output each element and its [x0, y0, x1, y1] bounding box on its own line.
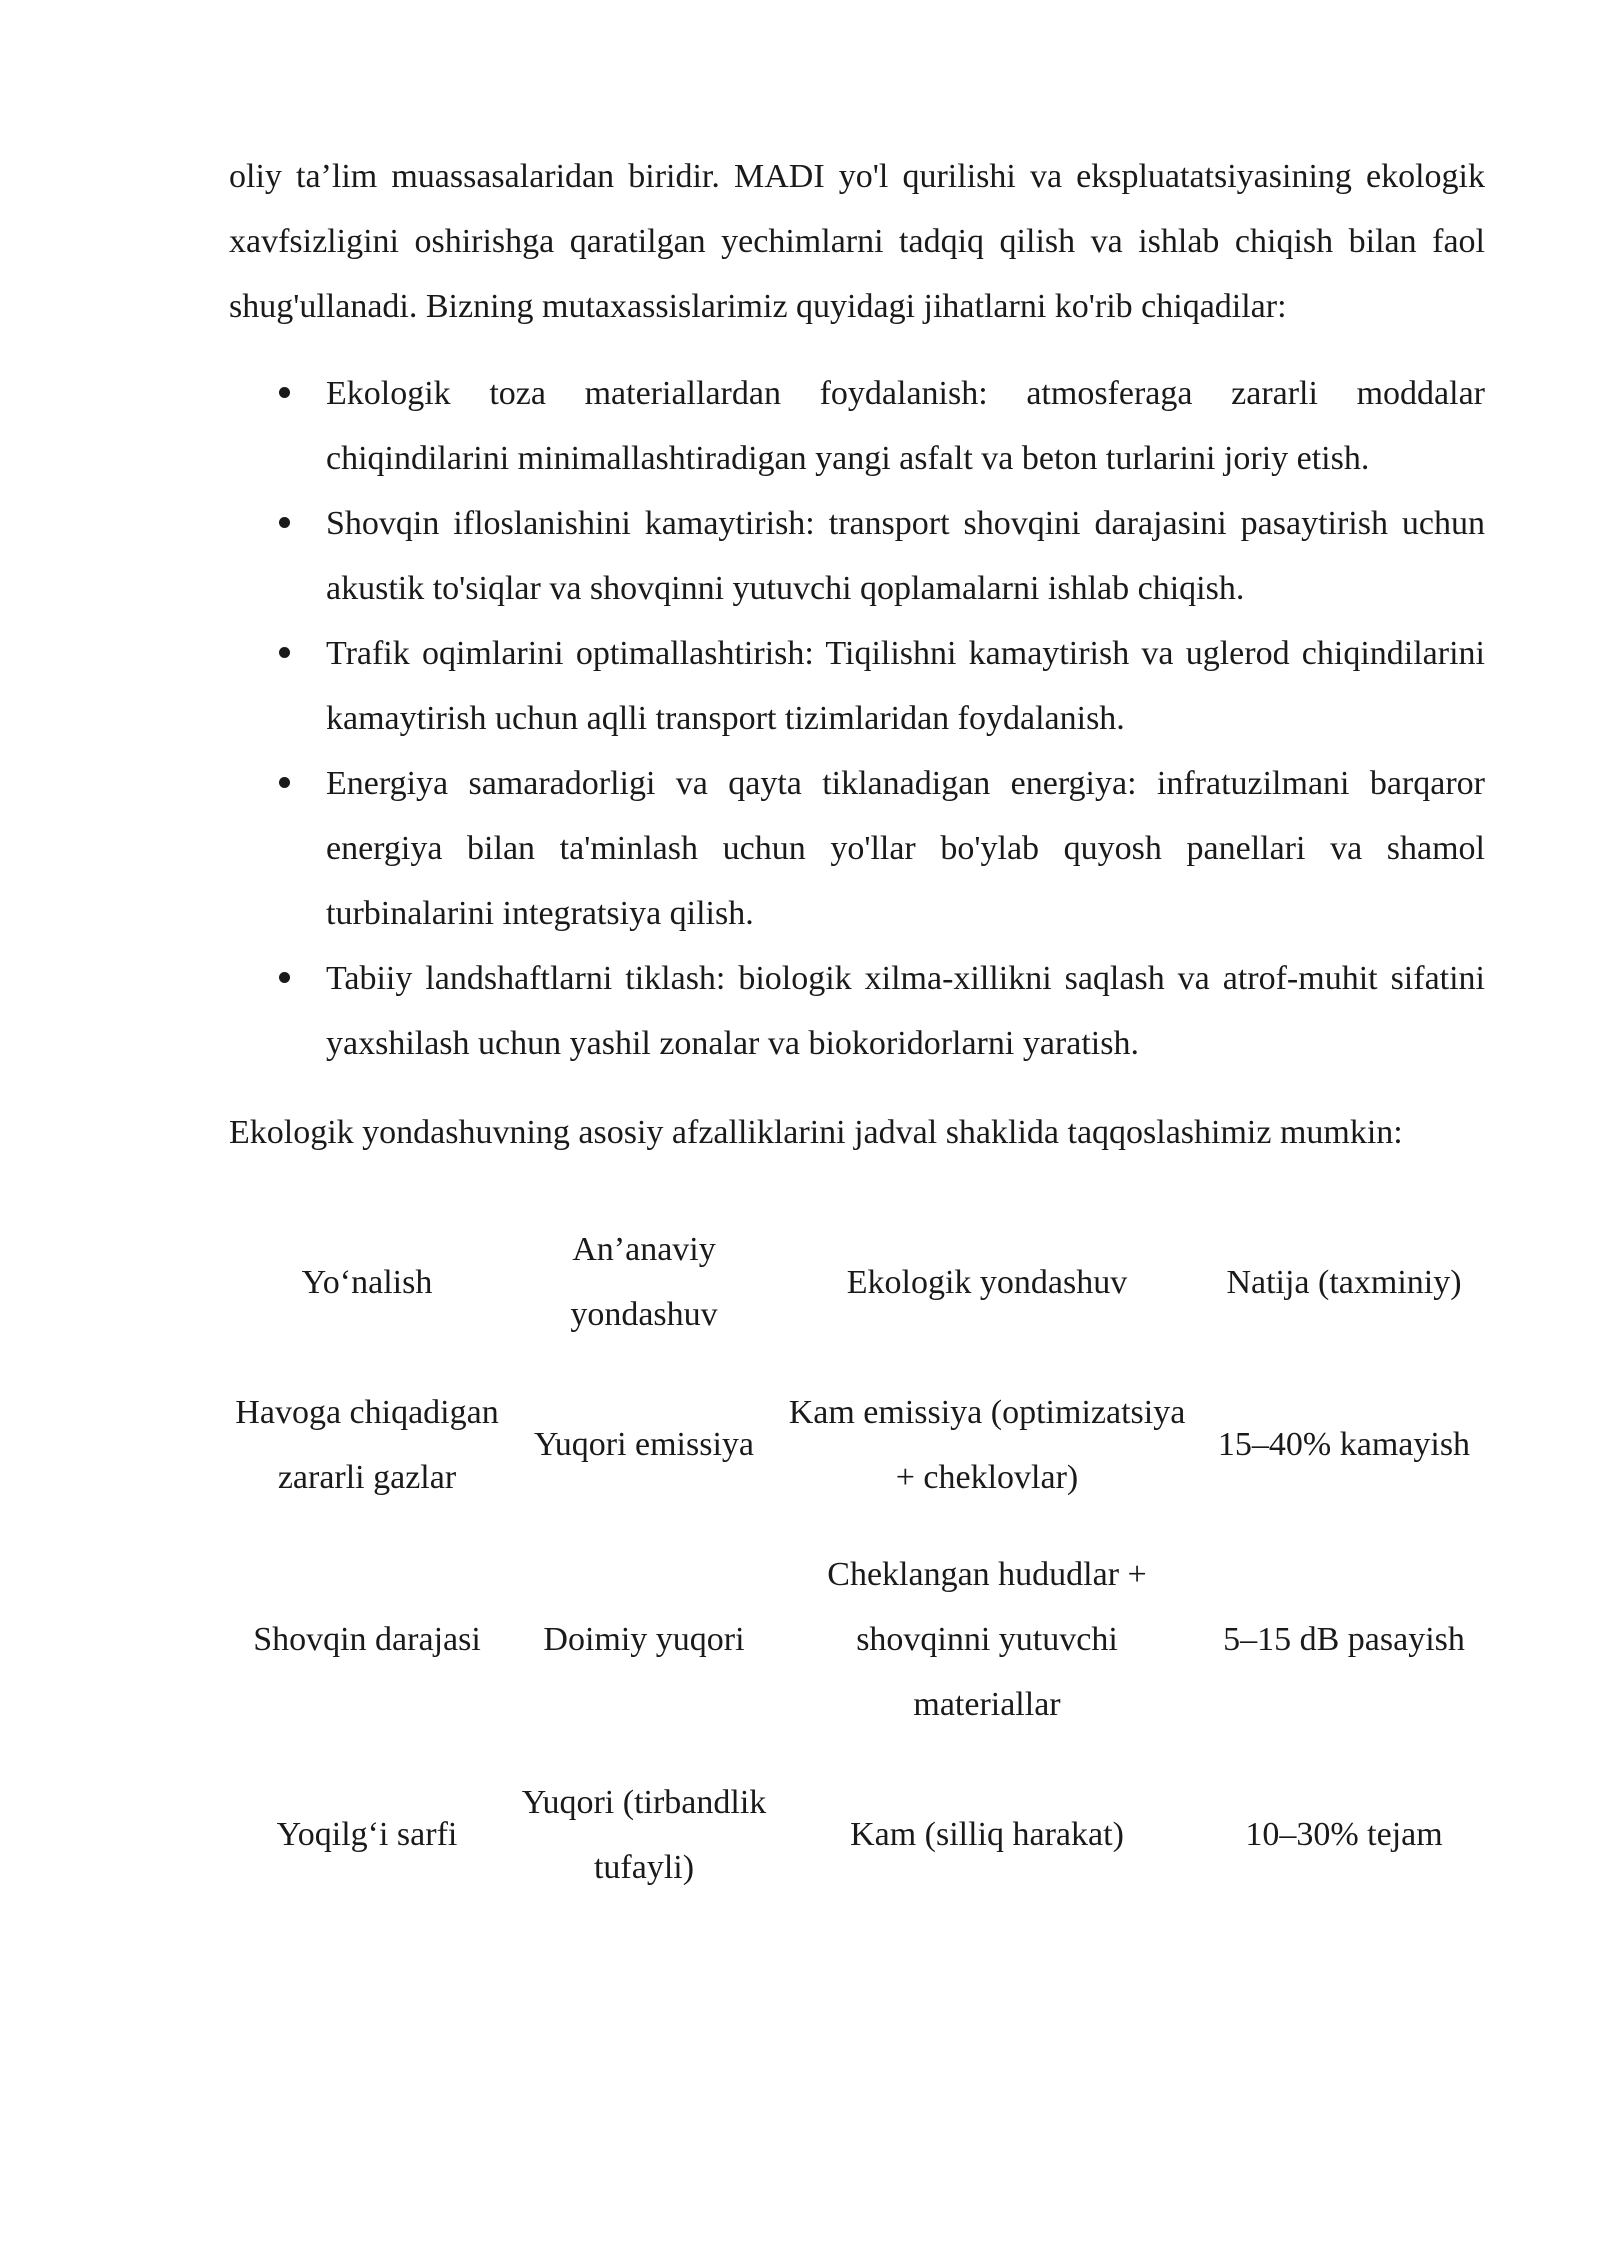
table-cell: Kam (silliq harakat)	[850, 1816, 1124, 1853]
table-row	[225, 1347, 1493, 1542]
table-intro-paragraph: Ekologik yondashuvning asosiy afzalliklarini jadval shaklida taqqoslashimiz mumkin:	[229, 1114, 1403, 1151]
bullet-icon	[279, 972, 290, 983]
table-header-cell: An’anaviy yondashuv	[570, 1231, 718, 1333]
table-header-cell: Natija (taxminiy)	[1226, 1263, 1462, 1301]
list-item	[229, 751, 1485, 946]
document-page	[229, 144, 1485, 1932]
list-item-text: Trafik oqimlarini optimallashtirish: Tiqilishni kamaytirish va uglerod chiqindilarini kamaytirish uchun aqlli transport tizimlaridan foydalanish.	[326, 635, 1485, 737]
table-row	[225, 1737, 1493, 1932]
list-item-text: Shovqin ifloslanishini kamaytirish: transport shovqini darajasini pasaytirish uchun akustik to'siqlar va shovqinni yutuvchi qoplamalarni ishlab chiqish.	[326, 505, 1485, 607]
table-header-row	[225, 1217, 1493, 1347]
list-item-text: Tabiiy landshaftlarni tiklash: biologik xilma-xillikni saqlash va atrof-muhit sifatini yaxshilash uchun yashil zonalar va biokoridorlarni yaratish.	[326, 960, 1485, 1062]
table-cell: Yuqori (tirbandlik tufayli)	[521, 1783, 767, 1886]
table-cell: 10–30% tejam	[1245, 1816, 1443, 1853]
table-cell: 5–15 dB pasayish	[1223, 1621, 1465, 1658]
list-item	[229, 491, 1485, 621]
comparison-table	[225, 1217, 1493, 1932]
table-header-cell: Yo‘nalish	[301, 1263, 433, 1301]
bullet-icon	[279, 647, 290, 658]
table-header-cell: Ekologik yondashuv	[846, 1263, 1128, 1301]
list-item	[229, 946, 1485, 1076]
list-item-text: Energiya samaradorligi va qayta tiklanadigan energiya: infratuzilmani barqaror energiya bilan ta'minlash uchun yo'llar bo'ylab quyosh panellari va shamol turbinalarini integratsiya qilish.	[326, 765, 1485, 932]
table-cell: Shovqin darajasi	[253, 1621, 481, 1658]
table-cell: Yoqilg‘i sarfi	[276, 1816, 458, 1853]
table-cell: Cheklangan hududlar + shovqinni yutuvchi materiallar	[827, 1556, 1147, 1723]
bullet-icon	[279, 777, 290, 788]
table-cell: Yuqori emissiya	[533, 1426, 755, 1463]
bullet-icon	[279, 387, 290, 398]
table-row	[225, 1542, 1493, 1737]
bullet-icon	[279, 517, 290, 528]
list-item	[229, 621, 1485, 751]
aspects-list	[229, 361, 1485, 1076]
intro-paragraph: oliy ta’lim muassasalaridan biridir. MADI yo'l qurilishi va ekspluatatsiyasining ekologik xavfsizligini oshirishga qaratilgan yechimlarni tadqiq qilish va ishlab chiqish bilan faol shug'ullanadi. Bizning mutaxassislarimiz quyidagi jihatlarni ko'rib chiqadilar:	[229, 158, 1485, 325]
list-item	[229, 361, 1485, 491]
list-item-text: Ekologik toza materiallardan foydalanish: atmosferaga zararli moddalar chiqindilarini minimallashtiradigan yangi asfalt va beton turlarini joriy etish.	[326, 375, 1485, 477]
table-cell: Havoga chiqadigan zararli gazlar	[235, 1393, 499, 1496]
table-cell: Kam emissiya (optimizatsiya + cheklovlar)	[788, 1393, 1186, 1496]
table-cell: Doimiy yuqori	[543, 1621, 745, 1658]
table-cell: 15–40% kamayish	[1217, 1426, 1471, 1463]
